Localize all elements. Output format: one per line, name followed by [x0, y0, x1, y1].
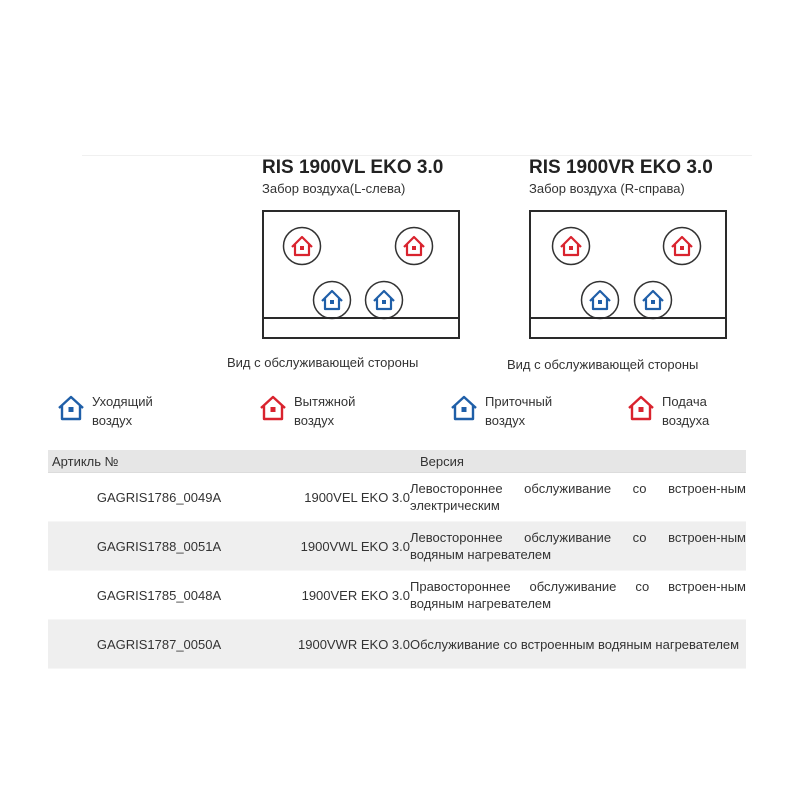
legend-item-outgoing — [56, 392, 182, 430]
house-red-icon — [258, 394, 288, 422]
diagram-right-subtitle: Забор воздуха (R-справа) — [529, 181, 685, 196]
house-blue-icon — [364, 280, 404, 320]
header-article: Артикль № — [48, 450, 270, 473]
table-row — [48, 620, 746, 669]
model-cell: 1900VWL EKO 3.0 — [270, 522, 410, 571]
table-row — [48, 522, 746, 571]
house-red-icon — [662, 226, 702, 266]
diagram-left-subtitle: Забор воздуха(L-слева) — [262, 181, 406, 196]
diagram-right — [529, 157, 713, 197]
legend-item-intake — [626, 392, 732, 430]
diagram-left-title: RIS 1900VL EKO 3.0 — [262, 157, 444, 178]
legend-label: Уходящий воздух — [92, 394, 153, 428]
header-version: Версия — [410, 450, 746, 473]
legend-item-supply — [449, 392, 575, 430]
versions-table — [48, 450, 746, 669]
house-blue-icon — [580, 280, 620, 320]
legend-label: Вытяжной воздух — [294, 394, 356, 428]
table-header-row — [48, 450, 746, 473]
model-cell: 1900VWR EKO 3.0 — [270, 620, 410, 669]
view-caption-right: Вид с обслуживающей стороны — [507, 357, 699, 372]
legend-label: Приточный воздух — [485, 394, 553, 428]
diagram-left — [262, 157, 443, 197]
legend-label: Подача воздуха — [662, 394, 710, 428]
table-row — [48, 571, 746, 620]
unit-base-line — [264, 317, 458, 319]
version-cell: Обслуживание со встроенным водяным нагревателем — [410, 620, 746, 669]
model-cell: 1900VEL EKO 3.0 — [270, 473, 410, 522]
version-cell: Левостороннее обслуживание со встроен-ным водяным нагревателем — [410, 522, 746, 571]
view-caption-left: Вид с обслуживающей стороны — [227, 355, 419, 370]
legend-item-exhaust — [258, 392, 384, 430]
version-cell: Левостороннее обслуживание со встроен-ным электрическим — [410, 473, 746, 522]
article-cell: GAGRIS1786_0049A — [48, 473, 270, 522]
house-red-icon — [551, 226, 591, 266]
version-cell: Правостороннее обслуживание со встроен-ным водяным нагревателем — [410, 571, 746, 620]
house-red-icon — [282, 226, 322, 266]
article-cell: GAGRIS1788_0051A — [48, 522, 270, 571]
model-cell: 1900VER EKO 3.0 — [270, 571, 410, 620]
unit-base-line — [531, 317, 725, 319]
unit-outline-right — [529, 210, 727, 339]
top-divider — [82, 155, 752, 156]
house-red-icon — [626, 394, 656, 422]
table-row — [48, 473, 746, 522]
unit-outline-left — [262, 210, 460, 339]
house-blue-icon — [56, 394, 86, 422]
article-cell: GAGRIS1785_0048A — [48, 571, 270, 620]
house-blue-icon — [633, 280, 673, 320]
house-blue-icon — [449, 394, 479, 422]
house-red-icon — [394, 226, 434, 266]
house-blue-icon — [312, 280, 352, 320]
header-model — [270, 450, 410, 473]
article-cell: GAGRIS1787_0050A — [48, 620, 270, 669]
diagram-right-title: RIS 1900VR EKO 3.0 — [529, 157, 713, 178]
